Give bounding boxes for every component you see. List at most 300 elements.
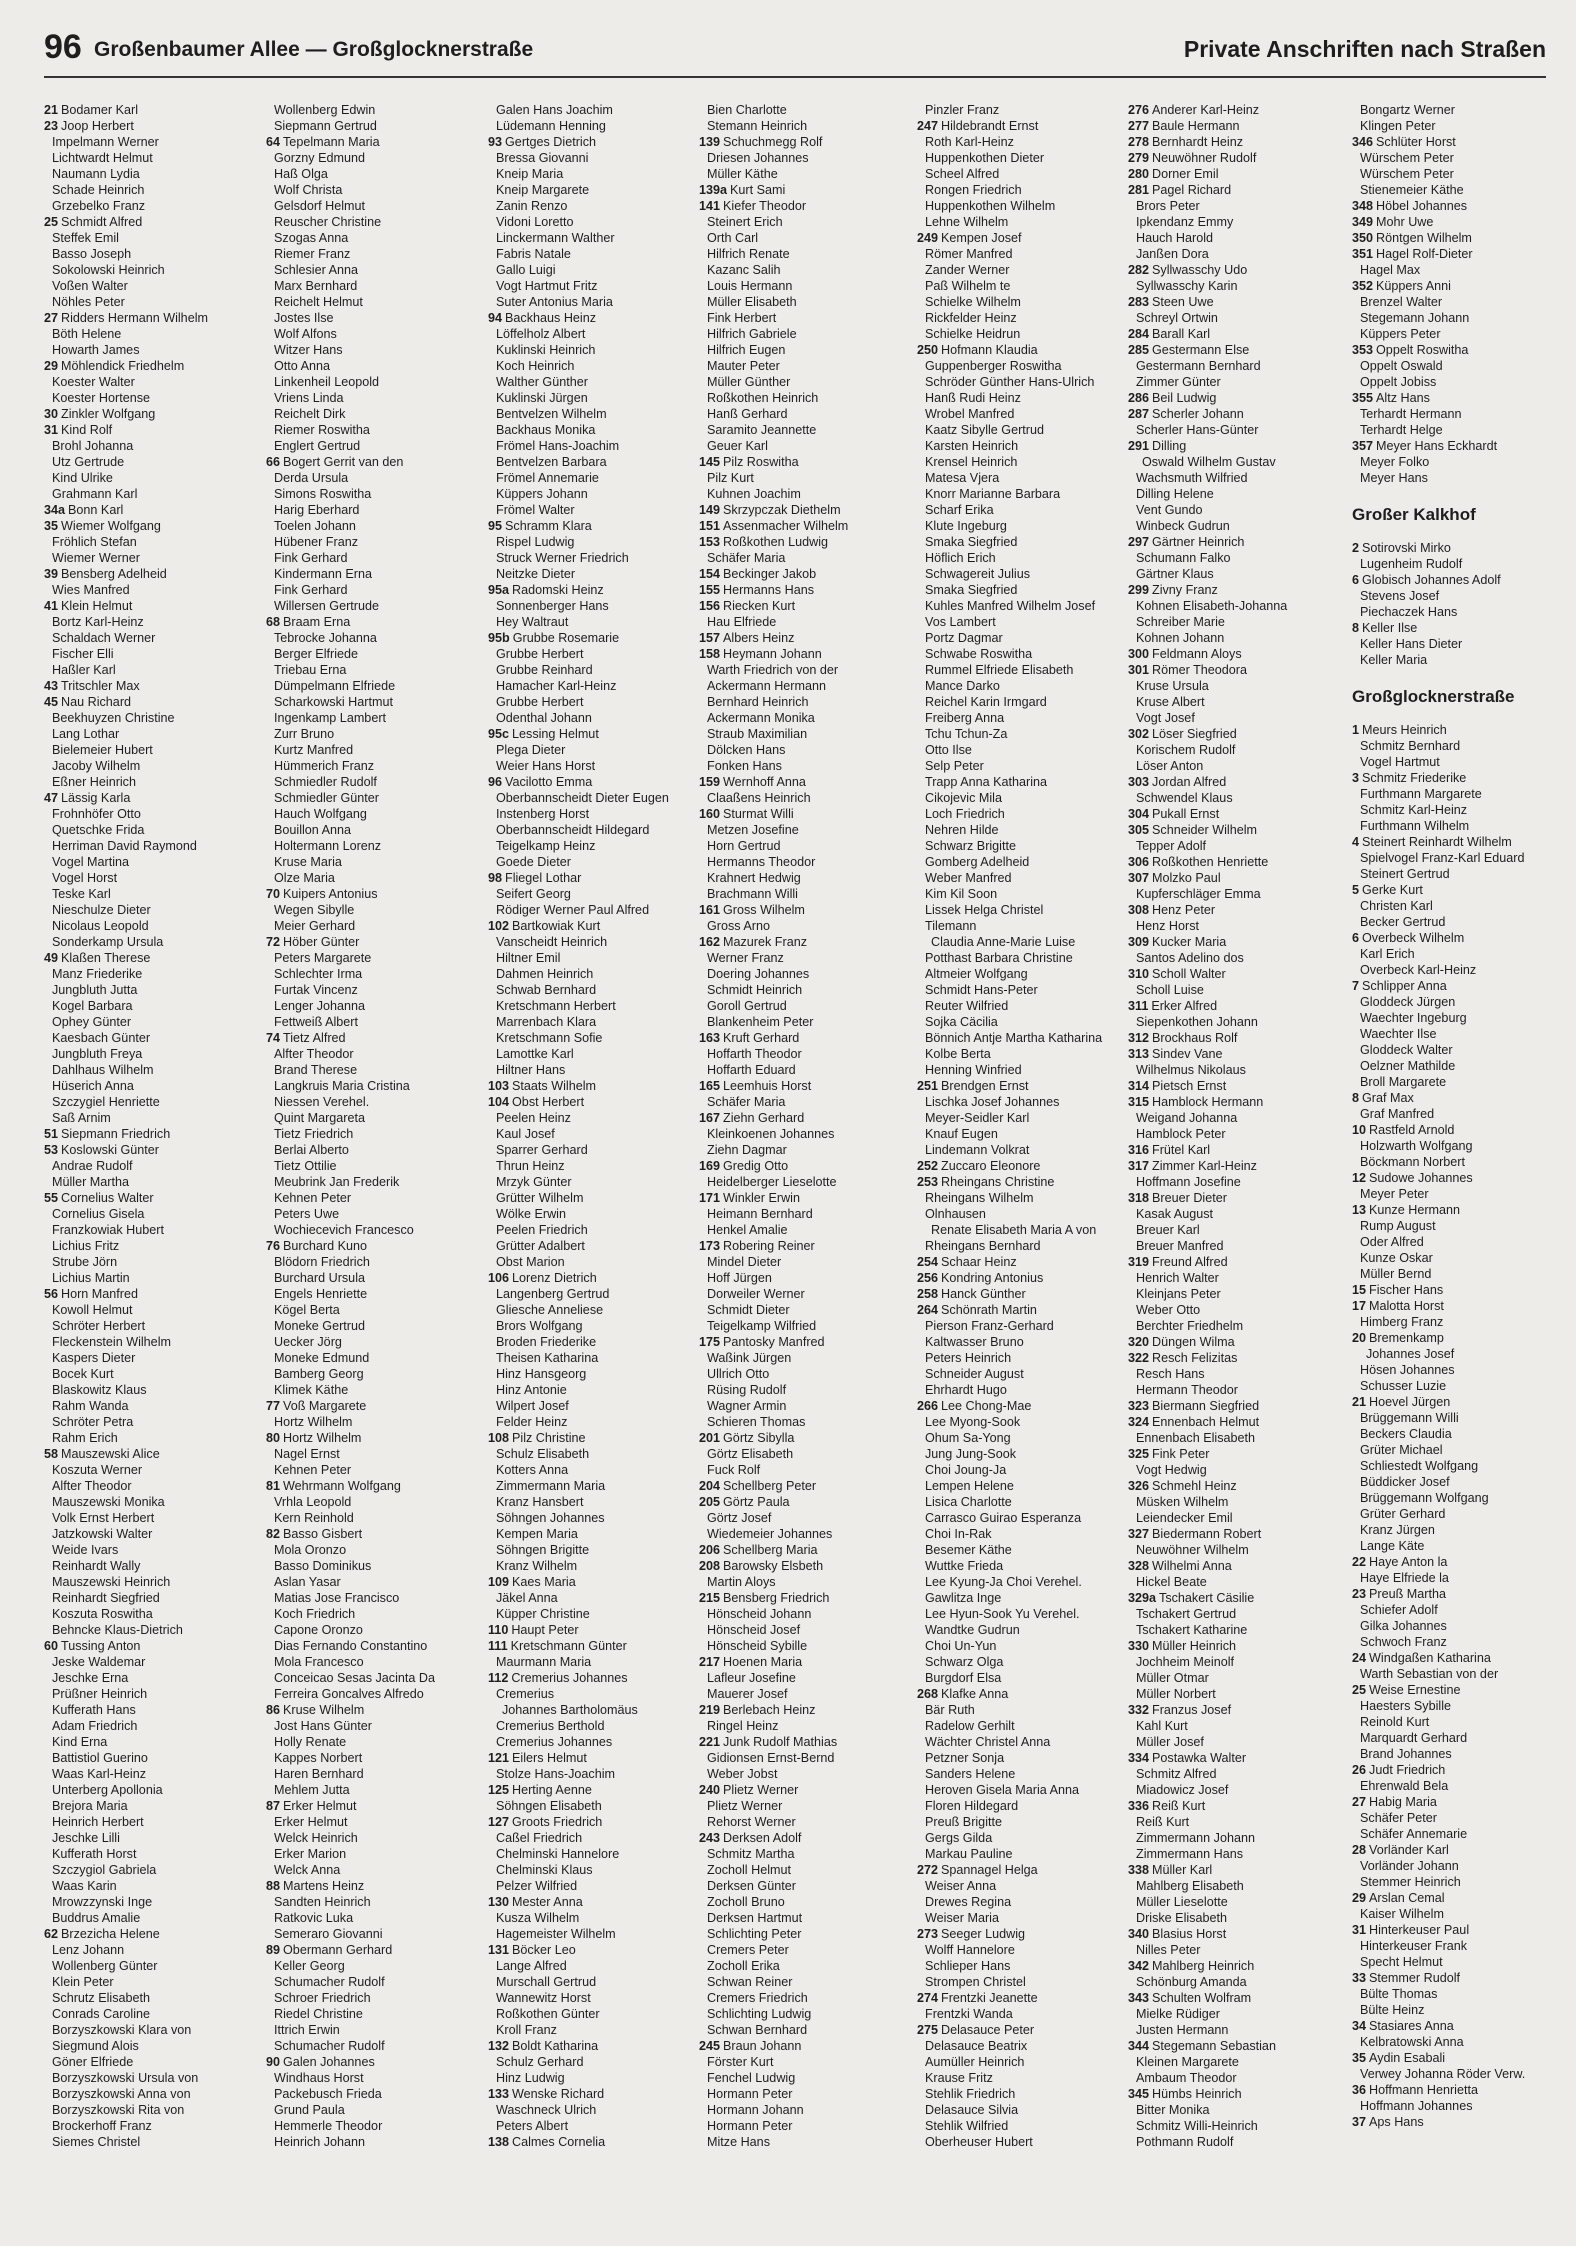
resident-entry bbox=[44, 1670, 242, 1686]
house-number: 161 bbox=[699, 903, 721, 917]
resident-entry bbox=[44, 2134, 242, 2150]
resident-entry bbox=[1352, 572, 1550, 588]
resident-entry bbox=[44, 198, 242, 214]
resident-name: Geuer Karl bbox=[707, 439, 768, 453]
house-number: 109 bbox=[488, 1575, 510, 1589]
resident-name: Breuer Karl bbox=[1136, 1223, 1200, 1237]
resident-name: Ehrenwald Bela bbox=[1360, 1779, 1449, 1793]
resident-entry bbox=[699, 854, 897, 870]
resident-entry bbox=[1128, 1622, 1326, 1638]
resident-name: Blödorn Friedrich bbox=[274, 1255, 370, 1269]
resident-name: Gidionsen Ernst-Bernd bbox=[707, 1751, 835, 1765]
house-number: 275 bbox=[917, 2023, 939, 2037]
resident-entry bbox=[488, 1702, 686, 1718]
resident-entry bbox=[699, 1622, 897, 1638]
resident-entry bbox=[266, 1270, 464, 1286]
resident-entry bbox=[266, 1126, 464, 1142]
house-number: 112 bbox=[488, 1671, 509, 1685]
resident-name: Vogel Martina bbox=[52, 855, 130, 869]
resident-entry bbox=[1352, 1202, 1550, 1218]
resident-entry bbox=[699, 966, 897, 982]
house-number: 253 bbox=[917, 1175, 939, 1189]
resident-entry bbox=[488, 1414, 686, 1430]
resident-name: Ziehn Gerhard bbox=[723, 1111, 805, 1125]
resident-name: Bär Ruth bbox=[925, 1703, 975, 1717]
resident-name: Schlieper Hans bbox=[925, 1959, 1011, 1973]
resident-entry bbox=[699, 614, 897, 630]
resident-name: Neitzke Dieter bbox=[496, 567, 576, 581]
resident-entry bbox=[488, 1574, 686, 1590]
resident-name: Erker Alfred bbox=[1151, 999, 1218, 1013]
resident-name: Blankenheim Peter bbox=[707, 1015, 814, 1029]
resident-entry bbox=[1352, 470, 1550, 486]
resident-name: Dorweiler Werner bbox=[707, 1287, 805, 1301]
house-number: 308 bbox=[1128, 903, 1150, 917]
resident-name: Miadowicz Josef bbox=[1136, 1783, 1229, 1797]
resident-entry bbox=[699, 1142, 897, 1158]
resident-entry bbox=[44, 1078, 242, 1094]
resident-entry bbox=[44, 758, 242, 774]
resident-entry bbox=[488, 230, 686, 246]
resident-name: Jatzkowski Walter bbox=[52, 1527, 153, 1541]
resident-name: Lang Lothar bbox=[52, 727, 120, 741]
resident-name: Schneider August bbox=[925, 1367, 1024, 1381]
resident-entry bbox=[488, 1286, 686, 1302]
resident-name: Steffek Emil bbox=[52, 231, 119, 245]
resident-entry bbox=[1352, 914, 1550, 930]
resident-name: Rheingans Wilhelm bbox=[925, 1191, 1034, 1205]
resident-name: Görtz Paula bbox=[723, 1495, 790, 1509]
resident-entry bbox=[44, 566, 242, 582]
resident-entry bbox=[699, 1494, 897, 1510]
resident-name: Schwoch Franz bbox=[1360, 1635, 1447, 1649]
resident-name: Langenberg Gertrud bbox=[496, 1287, 610, 1301]
resident-entry bbox=[44, 1142, 242, 1158]
resident-name: Nagel Ernst bbox=[274, 1447, 340, 1461]
resident-name: Hübener Franz bbox=[274, 535, 358, 549]
resident-entry bbox=[1352, 2018, 1550, 2034]
resident-name: Reichelt Helmut bbox=[274, 295, 363, 309]
resident-name: Vanscheidt Heinrich bbox=[496, 935, 608, 949]
resident-entry bbox=[1128, 998, 1326, 1014]
resident-name: Löser Siegfried bbox=[1152, 727, 1237, 741]
resident-name: Vriens Linda bbox=[274, 391, 344, 405]
resident-entry bbox=[1352, 374, 1550, 390]
resident-name: Rongen Friedrich bbox=[925, 183, 1022, 197]
resident-entry bbox=[1352, 1186, 1550, 1202]
resident-entry bbox=[488, 790, 686, 806]
resident-entry bbox=[488, 1238, 686, 1254]
resident-entry bbox=[488, 1446, 686, 1462]
resident-name: Windhaus Horst bbox=[274, 2071, 364, 2085]
resident-name: Stehlik Friedrich bbox=[925, 2087, 1016, 2101]
resident-name: Delasauce Beatrix bbox=[925, 2039, 1028, 2053]
resident-entry bbox=[917, 1014, 1115, 1030]
resident-entry bbox=[699, 2022, 897, 2038]
resident-entry bbox=[699, 166, 897, 182]
resident-name: Globisch Johannes Adolf bbox=[1362, 573, 1501, 587]
resident-entry bbox=[917, 326, 1115, 342]
resident-name: Englert Gertrud bbox=[274, 439, 361, 453]
resident-entry bbox=[917, 630, 1115, 646]
house-number: 171 bbox=[699, 1191, 721, 1205]
resident-name: Löffelholz Albert bbox=[496, 327, 586, 341]
resident-entry bbox=[266, 374, 464, 390]
resident-name: Baule Hermann bbox=[1152, 119, 1240, 133]
house-number: 49 bbox=[44, 951, 59, 965]
house-number: 268 bbox=[917, 1687, 939, 1701]
resident-entry bbox=[44, 1382, 242, 1398]
resident-name: Pelzer Wilfried bbox=[496, 1879, 578, 1893]
resident-entry bbox=[917, 886, 1115, 902]
resident-name: Bernhardt Heinz bbox=[1152, 135, 1244, 149]
resident-name: Howarth James bbox=[52, 343, 140, 357]
resident-name: Terhardt Hermann bbox=[1360, 407, 1462, 421]
house-number: 314 bbox=[1128, 1079, 1150, 1093]
resident-entry bbox=[699, 1894, 897, 1910]
resident-entry bbox=[917, 1094, 1115, 1110]
resident-entry bbox=[917, 182, 1115, 198]
resident-entry bbox=[266, 614, 464, 630]
resident-entry bbox=[1352, 834, 1550, 850]
resident-name: Lissek Helga Christel bbox=[925, 903, 1044, 917]
resident-name: Kogel Barbara bbox=[52, 999, 133, 1013]
house-number: 311 bbox=[1128, 999, 1149, 1013]
resident-entry bbox=[917, 822, 1115, 838]
resident-entry bbox=[1352, 1314, 1550, 1330]
house-number: 348 bbox=[1352, 199, 1374, 213]
resident-name: Schreyl Ortwin bbox=[1136, 311, 1218, 325]
resident-name: Kögel Berta bbox=[274, 1303, 340, 1317]
resident-entry bbox=[917, 118, 1115, 134]
resident-entry bbox=[488, 1910, 686, 1926]
house-number: 250 bbox=[917, 343, 939, 357]
resident-entry bbox=[1352, 1618, 1550, 1634]
resident-entry bbox=[44, 1638, 242, 1654]
resident-name: Hortz Wilhelm bbox=[274, 1415, 353, 1429]
house-number: 10 bbox=[1352, 1123, 1367, 1137]
resident-entry bbox=[699, 1174, 897, 1190]
resident-entry bbox=[1352, 1602, 1550, 1618]
resident-name: Barall Karl bbox=[1152, 327, 1211, 341]
resident-entry bbox=[1352, 1442, 1550, 1458]
resident-name: Reuscher Christine bbox=[274, 215, 382, 229]
resident-entry bbox=[917, 1142, 1115, 1158]
resident-name: Schäfer Maria bbox=[707, 1095, 786, 1109]
resident-entry bbox=[1128, 2118, 1326, 2134]
resident-entry bbox=[1352, 1746, 1550, 1762]
resident-entry bbox=[1128, 1590, 1326, 1606]
resident-name: Henz Peter bbox=[1152, 903, 1216, 917]
resident-entry bbox=[44, 1318, 242, 1334]
resident-name: Hinz Ludwig bbox=[496, 2071, 565, 2085]
resident-name: Moneke Edmund bbox=[274, 1351, 370, 1365]
resident-entry bbox=[917, 1846, 1115, 1862]
house-number: 280 bbox=[1128, 167, 1150, 181]
resident-entry bbox=[1352, 230, 1550, 246]
resident-name: Mauszewski Monika bbox=[52, 1495, 165, 1509]
resident-name: Langkruis Maria Cristina bbox=[274, 1079, 410, 1093]
house-number: 31 bbox=[44, 423, 59, 437]
resident-name: Karl Erich bbox=[1360, 947, 1415, 961]
resident-entry bbox=[488, 598, 686, 614]
resident-name: Vogt Hartmut Fritz bbox=[496, 279, 598, 293]
resident-entry bbox=[699, 1830, 897, 1846]
resident-name: Brand Therese bbox=[274, 1063, 358, 1077]
resident-entry bbox=[1128, 646, 1326, 662]
resident-name: Linckermann Walther bbox=[496, 231, 615, 245]
resident-name: Kuklinski Heinrich bbox=[496, 343, 596, 357]
resident-entry bbox=[917, 1942, 1115, 1958]
house-number: 349 bbox=[1352, 215, 1374, 229]
resident-name: Römer Theodora bbox=[1152, 663, 1247, 677]
resident-entry bbox=[917, 998, 1115, 1014]
resident-entry bbox=[1128, 1510, 1326, 1526]
resident-entry bbox=[699, 1398, 897, 1414]
house-number: 219 bbox=[699, 1703, 721, 1717]
resident-entry bbox=[699, 1766, 897, 1782]
resident-name: Schwab Bernhard bbox=[496, 983, 597, 997]
resident-name: Scholl Walter bbox=[1152, 967, 1226, 981]
resident-entry bbox=[488, 1814, 686, 1830]
resident-entry bbox=[44, 870, 242, 886]
resident-entry bbox=[917, 582, 1115, 598]
resident-name: Mola Francesco bbox=[274, 1655, 364, 1669]
resident-name: Schliestedt Wolfgang bbox=[1360, 1459, 1479, 1473]
resident-entry bbox=[488, 1526, 686, 1542]
resident-name: Grubbe Herbert bbox=[496, 647, 584, 661]
resident-entry bbox=[1352, 1010, 1550, 1026]
resident-entry bbox=[488, 262, 686, 278]
resident-name: Warth Friedrich von der bbox=[707, 663, 839, 677]
resident-name: Kolbe Berta bbox=[925, 1047, 991, 1061]
resident-name: Müller Bernd bbox=[1360, 1267, 1432, 1281]
resident-name: Krahnert Hedwig bbox=[707, 871, 801, 885]
resident-entry bbox=[1128, 662, 1326, 678]
resident-name: Koszuta Werner bbox=[52, 1463, 143, 1477]
resident-entry bbox=[44, 1846, 242, 1862]
resident-entry bbox=[44, 2054, 242, 2070]
house-number: 25 bbox=[44, 215, 59, 229]
resident-name: Oswald Wilhelm Gustav bbox=[1142, 455, 1276, 469]
resident-entry bbox=[699, 1686, 897, 1702]
resident-name: Bortz Karl-Heinz bbox=[52, 615, 144, 629]
resident-entry bbox=[266, 1014, 464, 1030]
resident-name: Teigelkamp Wilfried bbox=[707, 1319, 817, 1333]
resident-name: Henning Winfried bbox=[925, 1063, 1022, 1077]
house-number: 342 bbox=[1128, 1959, 1150, 1973]
resident-entry bbox=[917, 678, 1115, 694]
resident-entry bbox=[1128, 1734, 1326, 1750]
resident-name: Oberheuser Hubert bbox=[925, 2135, 1033, 2149]
resident-entry bbox=[1128, 806, 1326, 822]
resident-entry bbox=[699, 2006, 897, 2022]
resident-entry bbox=[699, 1846, 897, 1862]
resident-entry bbox=[488, 534, 686, 550]
resident-entry bbox=[1352, 1042, 1550, 1058]
resident-entry bbox=[1352, 1762, 1550, 1778]
resident-entry bbox=[1128, 1974, 1326, 1990]
resident-entry bbox=[44, 1462, 242, 1478]
resident-entry bbox=[266, 934, 464, 950]
resident-name: Teigelkamp Heinz bbox=[496, 839, 596, 853]
resident-name: Furthmann Wilhelm bbox=[1360, 819, 1470, 833]
resident-name: Kehnen Peter bbox=[274, 1463, 352, 1477]
resident-entry bbox=[917, 1366, 1115, 1382]
resident-entry bbox=[1352, 1938, 1550, 1954]
resident-name: Selp Peter bbox=[925, 759, 984, 773]
resident-name: Reiß Kurt bbox=[1136, 1815, 1190, 1829]
house-number: 309 bbox=[1128, 935, 1150, 949]
resident-entry bbox=[488, 342, 686, 358]
resident-name: Wächter Christel Anna bbox=[925, 1735, 1051, 1749]
resident-entry bbox=[266, 1638, 464, 1654]
resident-name: Tilemann bbox=[925, 919, 977, 933]
resident-entry bbox=[1128, 1846, 1326, 1862]
resident-entry bbox=[266, 1670, 464, 1686]
house-number: 139 bbox=[699, 135, 721, 149]
resident-entry bbox=[699, 1670, 897, 1686]
resident-entry bbox=[1352, 198, 1550, 214]
resident-entry bbox=[266, 582, 464, 598]
resident-name: Tschakert Katharine bbox=[1136, 1623, 1248, 1637]
resident-name: Malotta Horst bbox=[1369, 1299, 1444, 1313]
resident-name: Schumacher Rudolf bbox=[274, 2039, 385, 2053]
resident-name: Peters Heinrich bbox=[925, 1351, 1012, 1365]
resident-name: Seeger Ludwig bbox=[941, 1927, 1026, 1941]
resident-name: Hey Waltraut bbox=[496, 615, 569, 629]
resident-entry bbox=[699, 102, 897, 118]
resident-entry bbox=[266, 726, 464, 742]
resident-name: Peelen Heinz bbox=[496, 1111, 571, 1125]
resident-name: Tepelmann Maria bbox=[283, 135, 380, 149]
resident-name: Borzyszkowski Anna von bbox=[52, 2087, 191, 2101]
resident-name: Gestermann Else bbox=[1152, 343, 1250, 357]
resident-name: Obst Herbert bbox=[512, 1095, 585, 1109]
resident-name: Gallo Luigi bbox=[496, 263, 556, 277]
resident-entry bbox=[266, 518, 464, 534]
resident-name: Teske Karl bbox=[52, 887, 111, 901]
house-number: 205 bbox=[699, 1495, 721, 1509]
resident-name: Schwendel Klaus bbox=[1136, 791, 1233, 805]
resident-entry bbox=[917, 134, 1115, 150]
resident-name: Ullrich Otto bbox=[707, 1367, 770, 1381]
resident-name: Backhaus Monika bbox=[496, 423, 596, 437]
resident-entry bbox=[1128, 726, 1326, 742]
resident-entry bbox=[699, 694, 897, 710]
resident-name: Franzus Josef bbox=[1152, 1703, 1232, 1717]
resident-name: Furthmann Margarete bbox=[1360, 787, 1482, 801]
resident-entry bbox=[44, 630, 242, 646]
resident-entry bbox=[1352, 738, 1550, 754]
resident-name: Windgaßen Katharina bbox=[1369, 1651, 1491, 1665]
resident-entry bbox=[488, 1654, 686, 1670]
resident-name: Utz Gertrude bbox=[52, 455, 125, 469]
resident-entry bbox=[266, 502, 464, 518]
resident-name: Fink Herbert bbox=[707, 311, 777, 325]
resident-entry bbox=[488, 662, 686, 678]
resident-name: Oppelt Jobiss bbox=[1360, 375, 1437, 389]
resident-name: Schlipper Anna bbox=[1362, 979, 1447, 993]
house-number: 316 bbox=[1128, 1143, 1150, 1157]
resident-name: Fink Gerhard bbox=[274, 551, 348, 565]
house-number: 306 bbox=[1128, 855, 1150, 869]
resident-name: Schönburg Amanda bbox=[1136, 1975, 1247, 1989]
resident-entry bbox=[1128, 470, 1326, 486]
resident-entry bbox=[699, 534, 897, 550]
resident-name: Obst Marion bbox=[496, 1255, 565, 1269]
resident-entry bbox=[488, 2054, 686, 2070]
resident-entry bbox=[488, 1878, 686, 1894]
resident-entry bbox=[1128, 2070, 1326, 2086]
resident-name: Floren Hildegard bbox=[925, 1799, 1019, 1813]
resident-name: Schulz Gerhard bbox=[496, 2055, 584, 2069]
resident-name: Steinert Reinhardt Wilhelm bbox=[1362, 835, 1512, 849]
resident-entry bbox=[1352, 818, 1550, 834]
resident-entry bbox=[1352, 802, 1550, 818]
resident-entry bbox=[1128, 1142, 1326, 1158]
resident-entry bbox=[488, 1046, 686, 1062]
resident-name: Ridders Hermann Wilhelm bbox=[61, 311, 208, 325]
resident-entry bbox=[1128, 758, 1326, 774]
resident-name: Fleckenstein Wilhelm bbox=[52, 1335, 171, 1349]
resident-name: Matesa Vjera bbox=[925, 471, 1000, 485]
resident-entry bbox=[917, 742, 1115, 758]
house-number: 273 bbox=[917, 1927, 939, 1941]
resident-name: Kehnen Peter bbox=[274, 1191, 352, 1205]
resident-name: Cornelius Walter bbox=[61, 1191, 154, 1205]
house-number: 206 bbox=[699, 1543, 721, 1557]
resident-entry bbox=[917, 934, 1115, 950]
resident-name: Bielemeier Hubert bbox=[52, 743, 153, 757]
resident-name: Bouillon Anna bbox=[274, 823, 352, 837]
resident-entry bbox=[1128, 1910, 1326, 1926]
resident-entry bbox=[266, 1254, 464, 1270]
resident-entry bbox=[917, 278, 1115, 294]
resident-entry bbox=[266, 470, 464, 486]
house-number: 221 bbox=[699, 1735, 721, 1749]
resident-name: Koch Friedrich bbox=[274, 1607, 356, 1621]
resident-entry bbox=[44, 438, 242, 454]
resident-name: Ittrich Erwin bbox=[274, 2023, 340, 2037]
resident-entry bbox=[266, 1414, 464, 1430]
resident-entry bbox=[1128, 534, 1326, 550]
resident-entry bbox=[1128, 934, 1326, 950]
resident-name: Wiemer Werner bbox=[52, 551, 140, 565]
resident-name: Wenske Richard bbox=[512, 2087, 605, 2101]
resident-entry bbox=[699, 710, 897, 726]
house-number: 165 bbox=[699, 1079, 721, 1093]
resident-name: Schwarz Olga bbox=[925, 1655, 1004, 1669]
house-number: 297 bbox=[1128, 535, 1150, 549]
resident-name: Schmitz Martha bbox=[707, 1847, 795, 1861]
resident-entry bbox=[1352, 2066, 1550, 2082]
resident-name: Claudia Anne-Marie Luise bbox=[931, 935, 1076, 949]
resident-entry bbox=[488, 150, 686, 166]
resident-entry bbox=[44, 1830, 242, 1846]
resident-entry bbox=[488, 2118, 686, 2134]
resident-entry bbox=[699, 1238, 897, 1254]
resident-name: Caßel Friedrich bbox=[496, 1831, 583, 1845]
resident-name: Kern Reinhold bbox=[274, 1511, 354, 1525]
resident-entry bbox=[1352, 1458, 1550, 1474]
resident-name: Bogert Gerrit van den bbox=[283, 455, 404, 469]
resident-entry bbox=[44, 1798, 242, 1814]
resident-name: Vogt Josef bbox=[1136, 711, 1195, 725]
resident-name: Löser Anton bbox=[1136, 759, 1204, 773]
resident-name: Pierson Franz-Gerhard bbox=[925, 1319, 1054, 1333]
resident-entry bbox=[917, 854, 1115, 870]
